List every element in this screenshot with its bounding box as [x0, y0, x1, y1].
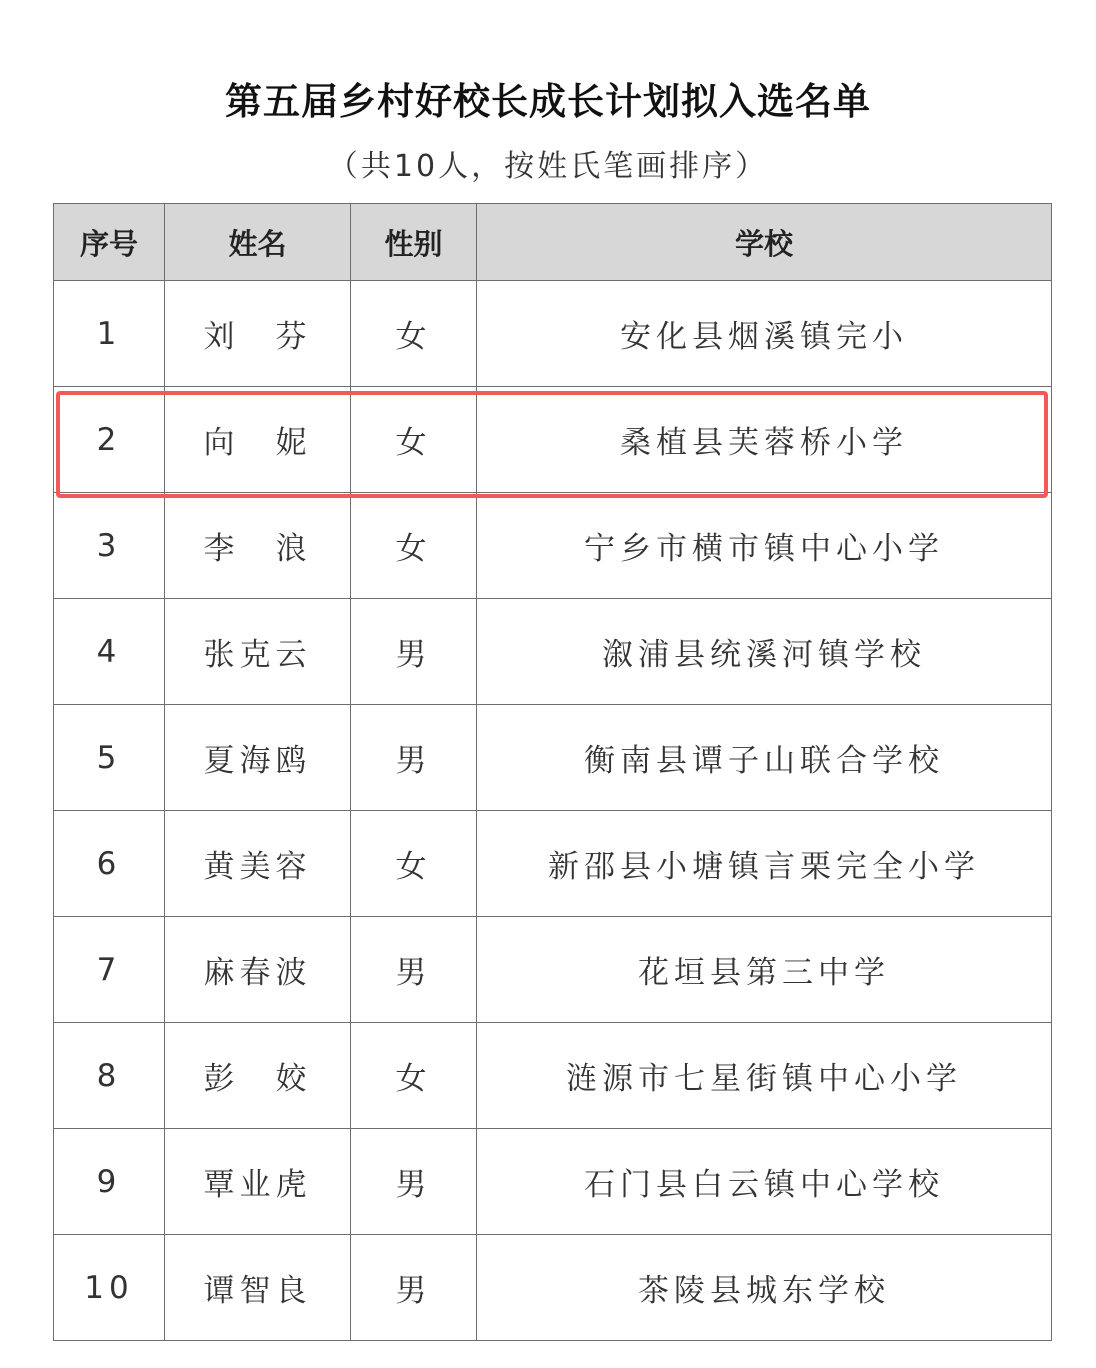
- row-name: 李 浪: [165, 493, 351, 599]
- table-header-row: [54, 204, 1052, 281]
- table-row: [54, 281, 1052, 387]
- table-row: [54, 1129, 1052, 1235]
- row-school: 溆浦县统溪河镇学校: [477, 599, 1052, 705]
- row-number: 10: [54, 1235, 165, 1341]
- row-number: 8: [54, 1023, 165, 1129]
- row-number: 9: [54, 1129, 165, 1235]
- row-school: 安化县烟溪镇完小: [477, 281, 1052, 387]
- row-gender: 男: [351, 1235, 477, 1341]
- header-name: 姓名: [165, 204, 351, 281]
- row-number: 6: [54, 811, 165, 917]
- row-name: 麻春波: [165, 917, 351, 1023]
- row-school: 宁乡市横市镇中心小学: [477, 493, 1052, 599]
- row-name: 覃业虎: [165, 1129, 351, 1235]
- row-name: 刘 芬: [165, 281, 351, 387]
- candidate-table: [53, 203, 1052, 1341]
- row-gender: 男: [351, 1129, 477, 1235]
- row-name: 彭 姣: [165, 1023, 351, 1129]
- table-row-highlighted: [54, 387, 1052, 493]
- page-title: 第五届乡村好校长成长计划拟入选名单: [225, 80, 871, 123]
- table-row: [54, 493, 1052, 599]
- row-gender: 女: [351, 1023, 477, 1129]
- row-name: 向 妮: [165, 387, 351, 493]
- table-row: [54, 1023, 1052, 1129]
- row-gender: 女: [351, 387, 477, 493]
- row-school: 石门县白云镇中心学校: [477, 1129, 1052, 1235]
- row-number: 4: [54, 599, 165, 705]
- row-gender: 女: [351, 281, 477, 387]
- row-school: 衡南县谭子山联合学校: [477, 705, 1052, 811]
- row-gender: 女: [351, 493, 477, 599]
- table-row: [54, 811, 1052, 917]
- row-number: 7: [54, 917, 165, 1023]
- row-name: 张克云: [165, 599, 351, 705]
- row-school: 茶陵县城东学校: [477, 1235, 1052, 1341]
- row-gender: 男: [351, 917, 477, 1023]
- row-number: 1: [54, 281, 165, 387]
- row-number: 5: [54, 705, 165, 811]
- row-school: 桑植县芙蓉桥小学: [477, 387, 1052, 493]
- row-name: 谭智良: [165, 1235, 351, 1341]
- page-subtitle: （共10人，按姓氏笔画排序）: [327, 149, 769, 184]
- row-number: 2: [54, 387, 165, 493]
- table-row: [54, 705, 1052, 811]
- row-school: 涟源市七星街镇中心小学: [477, 1023, 1052, 1129]
- header-school: 学校: [477, 204, 1052, 281]
- row-gender: 女: [351, 811, 477, 917]
- table-row: [54, 1235, 1052, 1341]
- header-no: 序号: [54, 204, 165, 281]
- row-school: 新邵县小塘镇言栗完全小学: [477, 811, 1052, 917]
- row-name: 黄美容: [165, 811, 351, 917]
- row-gender: 男: [351, 705, 477, 811]
- table-row: [54, 599, 1052, 705]
- row-gender: 男: [351, 599, 477, 705]
- table-row: [54, 917, 1052, 1023]
- header-gender: 性别: [351, 204, 477, 281]
- row-number: 3: [54, 493, 165, 599]
- row-name: 夏海鸥: [165, 705, 351, 811]
- row-school: 花垣县第三中学: [477, 917, 1052, 1023]
